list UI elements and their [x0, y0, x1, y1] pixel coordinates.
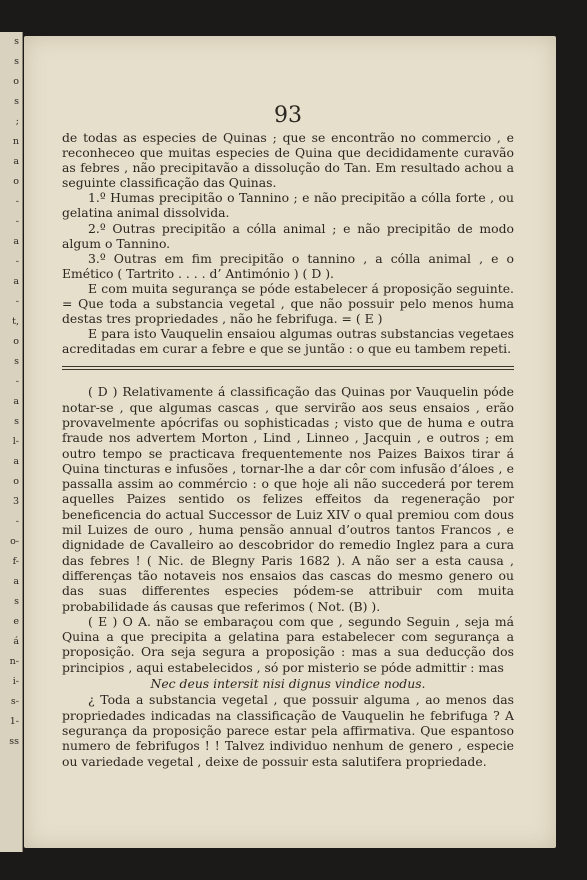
margin-fragment: 1- — [9, 716, 19, 727]
margin-fragment: - — [15, 516, 19, 527]
page-content — [62, 36, 514, 769]
margin-fragment: f- — [12, 556, 19, 567]
margin-fragment: - — [15, 216, 19, 227]
closing-paragraph: ¿ Toda a substancia vegetal , que possuir alguma , ao menos das propriedades indicadas na classificação de Vauquelin he febrifuga ? A segurança da proposição parece estar pela affirmativa. Que espantoso numero de febrifugos ! ! Talvez individuo nenhum de genero , especie ou variedade vegetal , deixe de possuir esta salutifera propriedade. — [62, 692, 514, 769]
margin-fragment: á — [13, 636, 19, 647]
margin-fragment: s — [14, 56, 19, 67]
page-number: 93 — [274, 103, 302, 128]
margin-fragment: - — [15, 376, 19, 387]
facing-page-margin-text — [9, 32, 19, 752]
margin-fragment: a — [13, 576, 19, 587]
margin-fragment: a — [13, 396, 19, 407]
margin-fragment: - — [15, 256, 19, 267]
margin-fragment: o — [13, 476, 19, 487]
margin-fragment: s — [14, 356, 19, 367]
margin-fragment: ; — [15, 116, 19, 127]
paragraph: E com muita segurança se póde estabelecer á proposição seguinte. = Que toda a substancia vegetal , que não possuir pelo menos huma destas tres propriedades , não he febrifuga. = ( E ) — [62, 280, 514, 327]
section-divider — [62, 366, 514, 370]
margin-fragment: t, — [12, 316, 19, 327]
margin-fragment: e — [13, 616, 19, 627]
margin-fragment: l- — [12, 436, 19, 447]
margin-fragment: n- — [9, 656, 19, 667]
margin-fragment: s- — [10, 696, 19, 707]
margin-fragment: o — [13, 76, 19, 87]
classification-item: 1.º Humas precipitão o Tannino ; e não precipitão a cólla forte , ou gelatina animal dissolvida. — [62, 190, 514, 221]
margin-fragment: s — [14, 96, 19, 107]
margin-fragment: i- — [12, 676, 19, 687]
margin-fragment: o — [13, 176, 19, 187]
margin-fragment: a — [13, 156, 19, 167]
margin-fragment: - — [15, 196, 19, 207]
margin-fragment: s — [14, 416, 19, 427]
margin-fragment: a — [13, 276, 19, 287]
margin-fragment: - — [15, 296, 19, 307]
facing-page-edge — [0, 32, 23, 852]
margin-fragment: o- — [10, 536, 19, 547]
footnote-d: ( D ) Relativamente á classificação das Quinas por Vauquelin póde notar-se , que algumas cascas , que servirão aos seus ensaios , erão provavelmente apócrifas ou sophisticadas ; visto que de huma e outra fraude nos advertem Morton , Lind , Linneo , Jacquin , e outros ; em outro tempo se practicava frequentemente nos Paizes Baixos tirar á Quina tincturas e infusões , tornar-lhe a dar côr com infusão d’áloes , e passalla assim ao commércio : o que hoje ali não succederá por terem aquelles Paizes sentido os felizes effeitos da regeneração por beneficencia do actual Successor de Luiz XIV o qual premiou com dous mil Luizes de ouro , huma pensão annual d’outros tantos Francos , e dignidade de Cavalleiro ao descobridor do remedio Inglez para a cura das febres ! ( Nic. de Blegny Paris 1682 ). A não ser a esta causa , differenças tão notaveis nos ensaios das cascas do mesmo genero ou das suas differentes especies pódem-se attribuir com muita probabilidade ás causas que referimos ( Not. (B) ). — [62, 384, 514, 614]
footnotes — [62, 384, 514, 768]
margin-fragment: s — [14, 36, 19, 47]
margin-fragment: ss — [9, 736, 19, 747]
margin-fragment: o — [13, 336, 19, 347]
margin-fragment: 3 — [12, 496, 19, 507]
margin-fragment: a — [13, 456, 19, 467]
book-page — [24, 36, 556, 848]
margin-fragment: s — [14, 596, 19, 607]
margin-fragment: n — [12, 136, 19, 147]
paragraph: de todas as especies de Quinas ; que se encontrão no commercio , e reconheceo que muitas especies de Quina que decididamente curavão as febres , não precipitavão a dissolução do Tan. Em resultado achou a seguinte classificação das Quinas. — [62, 130, 514, 191]
main-text — [62, 130, 514, 356]
classification-item: 2.º Outras precipitão a cólla animal ; e não precipitão de modo algum o Tannino. — [62, 220, 514, 251]
margin-fragment: a — [13, 236, 19, 247]
paragraph: E para isto Vauquelin ensaiou algumas outras substancias vegetaes acreditadas em curar a febre e que se juntão : o que eu tambem repeti. — [62, 326, 514, 357]
latin-quote: Nec deus intersit nisi dignus vindice nodus. — [150, 676, 426, 692]
footnote-e: ( E ) O A. não se embaraçou com que , segundo Seguin , seja má Quina a que precipita a gelatina para estabelecer com segurança a proposição. Ora seja segura a proposição : mas a sua deducção dos principios , aqui estabelecidos , só por misterio se póde admittir : mas — [62, 613, 514, 675]
classification-item: 3.º Outras em fim precipitão o tannino , a cólla animal , e o Emético ( Tartrito . . . . d’ Antimónio ) ( D ). — [62, 250, 514, 281]
